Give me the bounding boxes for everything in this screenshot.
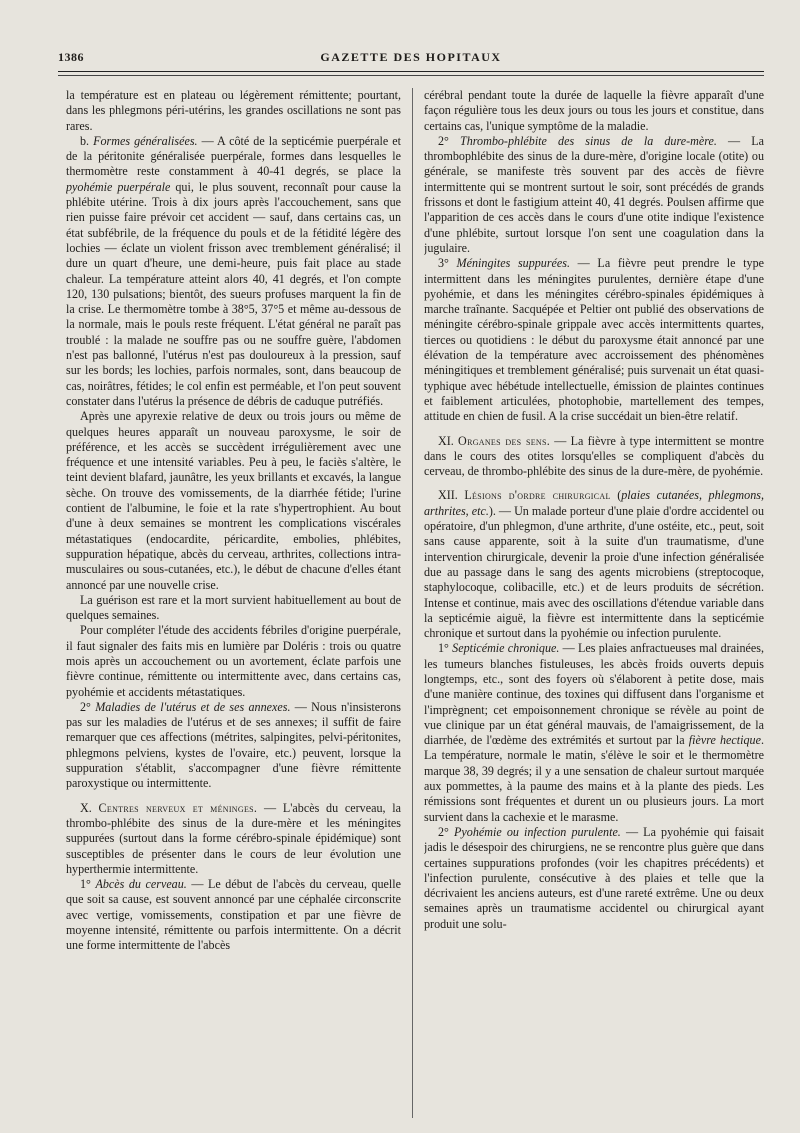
paragraph xyxy=(424,134,764,256)
paragraph xyxy=(66,88,401,134)
paragraph-text: La guérison est rare et la mort survient habituellement au bout de quelques semaines. xyxy=(66,592,401,623)
paragraph-text: ). — Un malade porteur d'une plaie d'ordre accidentel ou opératoire, d'un phlegmon, d'une arthrite, d'une ostéite, etc., peut, soit sans cause apparente, soit à la suite d'un traumatisme, d'une intervention chirurgicale, devenir la proie d'une infection généralisée due au passage dans le sang des agents microbiens (streptocoque, staphylocoque, colibacille, etc.) et de leurs produits de sécrétion. Intense et continue, mais avec des oscillations d'étendue variable dans la septicémie aiguë, la fièvre est intermittente dans la septicémie chronique et surtout dans la pyohémie ou infection purulente. xyxy=(424,503,764,641)
italic-heading: plaies cutanées, phlegmons, arthrites, etc. xyxy=(424,488,764,518)
section-heading: Organes des sens. xyxy=(458,433,551,448)
paragraph xyxy=(424,488,764,641)
paragraph xyxy=(66,700,401,792)
paragraph xyxy=(424,256,764,424)
italic-heading: pyohémie puerpérale xyxy=(66,179,171,194)
paragraph xyxy=(424,641,764,825)
paragraph xyxy=(66,877,401,953)
paragraph-text: — Le début de l'abcès du cerveau, quelle que soit sa cause, est souvent annoncé par une céphalée circonscrite avec vertige, vomissements, constipation et par une fièvre de moyenne intensité, rémittente ou parfois intermittente. On a décrit une forme intermittente de l'abcès xyxy=(66,877,401,953)
paragraph-text: Pour compléter l'étude des accidents fébriles d'origine puerpérale, il faut signaler des faits mis en lumière par Doléris : trois ou quatre mois après un accouchement ou un avortement, éclate parfois une fièvre continue, rémittente ou intermittente avec, dans certains cas, pyohémie et accidents métastatiques. xyxy=(66,623,401,699)
page-number: 1386 xyxy=(58,50,84,64)
paragraph xyxy=(66,593,401,624)
italic-heading: Thrombo-phlébite des sinus de la dure-mère. xyxy=(460,133,717,148)
running-header xyxy=(58,50,764,68)
italic-heading: Maladies de l'utérus et de ses annexes. xyxy=(95,699,291,714)
paragraph-text: — La pyohémie qui faisait jadis le désespoir des chirurgiens, ne se rencontre plus guère que dans certaines suppurations profondes (voir les chapitres précédents) et l'infection purulente, consécutive à des plaies et telle que la décrivaient les anciens auteurs, est d'une rareté extrême. Une ou deux semaines après un traumatisme accidentel ou chirurgical ayant produit une solu- xyxy=(424,824,764,931)
section-number: 1° xyxy=(438,641,453,656)
right-column xyxy=(424,88,764,1123)
paragraph-text: qui, le plus souvent, reconnaît pour cause la phlébite utérine. Trois à dix jours après l'accouchement, sans que rien puisse faire prévoir cet accident — sauf, dans certains cas, un état subfébrile, de la fréquence du pouls et de la fétidité légère des lochies — éclate un violent frisson avec tremblement généralisé; il dure un quart d'heure, une demi-heure, puis fait place au stade chaleur. La température atteint alors 40, 41 degrés, et l'on compte 120, 130 pulsations; bientôt, des sueurs profuses marquent la fin de la crise. Le thermomètre tombe à 38°5, 37°5 et même au-dessous de la normale, mais le pouls reste fréquent. L'état général ne paraît pas troublé : la malade ne souffre pas ou ne souffre guère, l'abdomen n'est pas ballonné, l'utérus n'est pas douloureux à la pression, sauf sur les bords; les lochies, parfois normales, sont, dans beaucoup de cas, noirâtres, fétides; le col enfin est perméable, et l'on peut souvent constater dans l'utérus la présence de débris de caduque putréfiés. xyxy=(66,179,401,408)
paragraph-text: — A côté de la septicémie puerpérale et de la péritonite généralisée puerpérale, formes dans lesquelles le thermomètre reste constamment à 40-41 degrés, se place la xyxy=(66,133,401,179)
left-column xyxy=(66,88,401,1123)
section-number: XI. xyxy=(438,433,459,448)
section-heading: Lésions d'ordre chirurgical xyxy=(464,488,611,503)
section-number: 2° xyxy=(80,699,96,714)
section-number: X. xyxy=(80,800,99,815)
italic-heading: Méningites suppurées. xyxy=(456,256,571,271)
paragraph-text: — La thrombophlébite des sinus de la dure-mère, d'origine locale (otite) ou générale, se manifeste très souvent par des accès de fièvre intermittente qui se montrent surtout le soir, sont précédés de grands frissons et dont le fastigium atteint 40, 41 degrés. Poulsen affirme que l'apparition de ces accès dans le cours d'une otite indique l'existence d'une phlébite, surtout lorsque l'on sent une coagulation dans la jugulaire. xyxy=(424,133,764,255)
paragraph-text: — Les plaies anfractueuses mal drainées, les tumeurs blanches fistuleuses, les abcès froids ouverts depuis longtemps, etc., sont des foyers où s'élaborent à petite dose, mais d'une manière continue, des toxines qui diffusent dans l'organisme et l'imprègnent; cet empoisonnement chronique se révèle au point de vue clinique par un état général mauvais, de l'amaigrissement, de la diarrhée, de l'œdème des extrémités et surtout par la xyxy=(424,641,764,748)
italic-heading: fièvre hectique xyxy=(688,733,761,748)
section-number: 2° xyxy=(438,824,455,839)
paragraph-text: Après une apyrexie relative de deux ou trois jours ou même de quelques heures apparaît un nouveau paroxysme, le soir de préférence, et les accès se succèdent irrégulièrement avec une fréquence et une intensité variables. Peu à peu, le faciès s'altère, le teint devient blafard, jaunâtre, les yeux brillants et excavés, la langue sèche. On trouve des vomissements, de la diarrhée fétide; l'urine contient de l'albumine, le foie et la rate s'hypertrophient. Au bout d'une à deux semaines se montrent les complications viscérales métastatiques (endocardite, péricardite, embolies, phlébites, suppuration hépatique, abcès du cerveau, arthrites, collections intra-musculaires ou sous-cutanées, etc.), le début de chacune d'elles étant annoncé par une nouvelle crise. xyxy=(66,409,401,592)
paragraph-text: — L'abcès du cerveau, la thrombo-phlébite des sinus de la dure-mère et les méningites suppurées (surtout dans la forme cérébro-spinale épidémique) sont susceptibles de présenter dans le cours de leur évolution une hyperthermie intermittente. xyxy=(66,800,401,876)
section-number: b. xyxy=(80,133,94,148)
header-rule-thin xyxy=(58,75,764,76)
section-number: 1° xyxy=(80,877,96,892)
paragraph xyxy=(66,134,401,409)
paragraph xyxy=(424,434,764,480)
section-number: 3° xyxy=(438,256,457,271)
italic-heading: Formes généralisées. xyxy=(93,133,198,148)
paragraph-text: ( xyxy=(610,488,622,503)
italic-heading: Septicémie chronique. xyxy=(452,641,560,656)
section-number: XII. xyxy=(438,488,465,503)
paragraph-text: cérébral pendant toute la durée de laquelle la fièvre apparaît d'une façon régulière tous les deux jours ou tous les jours et constitue, dans certains cas, l'unique symptôme de la maladie. xyxy=(424,88,764,133)
section-heading: Centres nerveux et méninges. xyxy=(98,800,258,815)
paragraph-text: — Nous n'insisterons pas sur les maladies de l'utérus et de ses annexes; il suffit de faire remarquer que ces affections (métrites, salpingites, pelvi-péritonites, phlegmons pelviens, kystes de l'ovaire, etc.) peuvent, lorsque la suppuration s'établit, s'accompagner d'une fièvre rémittente paroxystique ou intermittente. xyxy=(66,699,401,791)
italic-heading: Abcès du cerveau. xyxy=(95,877,187,892)
header-rule xyxy=(58,71,764,72)
italic-heading: Pyohémie ou infection purulente. xyxy=(454,824,621,839)
running-title: GAZETTE DES HOPITAUX xyxy=(320,50,502,64)
paragraph-text: . La température, normale le matin, s'élève le soir et le thermomètre marque 38, 39 degrés; il y a une sensation de chaleur surtout marquée aux pommettes, à la paume des mains et à la plante des pieds. Les rémissions sont fréquentes et durent un ou plusieurs jours. La mort survient dans la cachexie et le marasme. xyxy=(424,733,764,824)
paragraph-text: — La fièvre peut prendre le type intermittent dans les méningites purulentes, dernière étape d'une pyohémie, et dans les méningites cérébro-spinales épidémiques à marche traînante. Sacquépée et Peltier ont publié des observations de méningite cérébro-spinale grippale avec accès intermittents quartes, tierces ou quotidiens : le début du paroxysme était annoncé par une élévation de la température avec accroissement des phénomènes méningitiques et tremblement généralisé; puis survenait un état quasi-typhique avec hébétude intellectuelle, émission de plaintes continues et faiblement articulées, photophobie, martellement des tempes, attitude en chien de fusil. A la crise succédait un bien-être relatif. xyxy=(424,256,764,424)
column-divider xyxy=(412,88,413,1118)
paragraph xyxy=(66,623,401,699)
paragraph-text: — La fièvre à type intermittent se montre dans le cours des otites lorsqu'elles se compliquent d'abcès du cerveau, de thrombo-phlébite des sinus de la dure-mère, de pyohémie. xyxy=(424,433,764,479)
paragraph xyxy=(66,801,401,877)
section-number: 2° xyxy=(438,133,461,148)
paragraph xyxy=(66,409,401,593)
paragraph-text: la température est en plateau ou légèrement rémittente; pourtant, dans les phlegmons péri-utérins, les grandes oscillations ne sont pas rares. xyxy=(66,88,401,133)
paragraph xyxy=(424,825,764,932)
paragraph xyxy=(424,88,764,134)
